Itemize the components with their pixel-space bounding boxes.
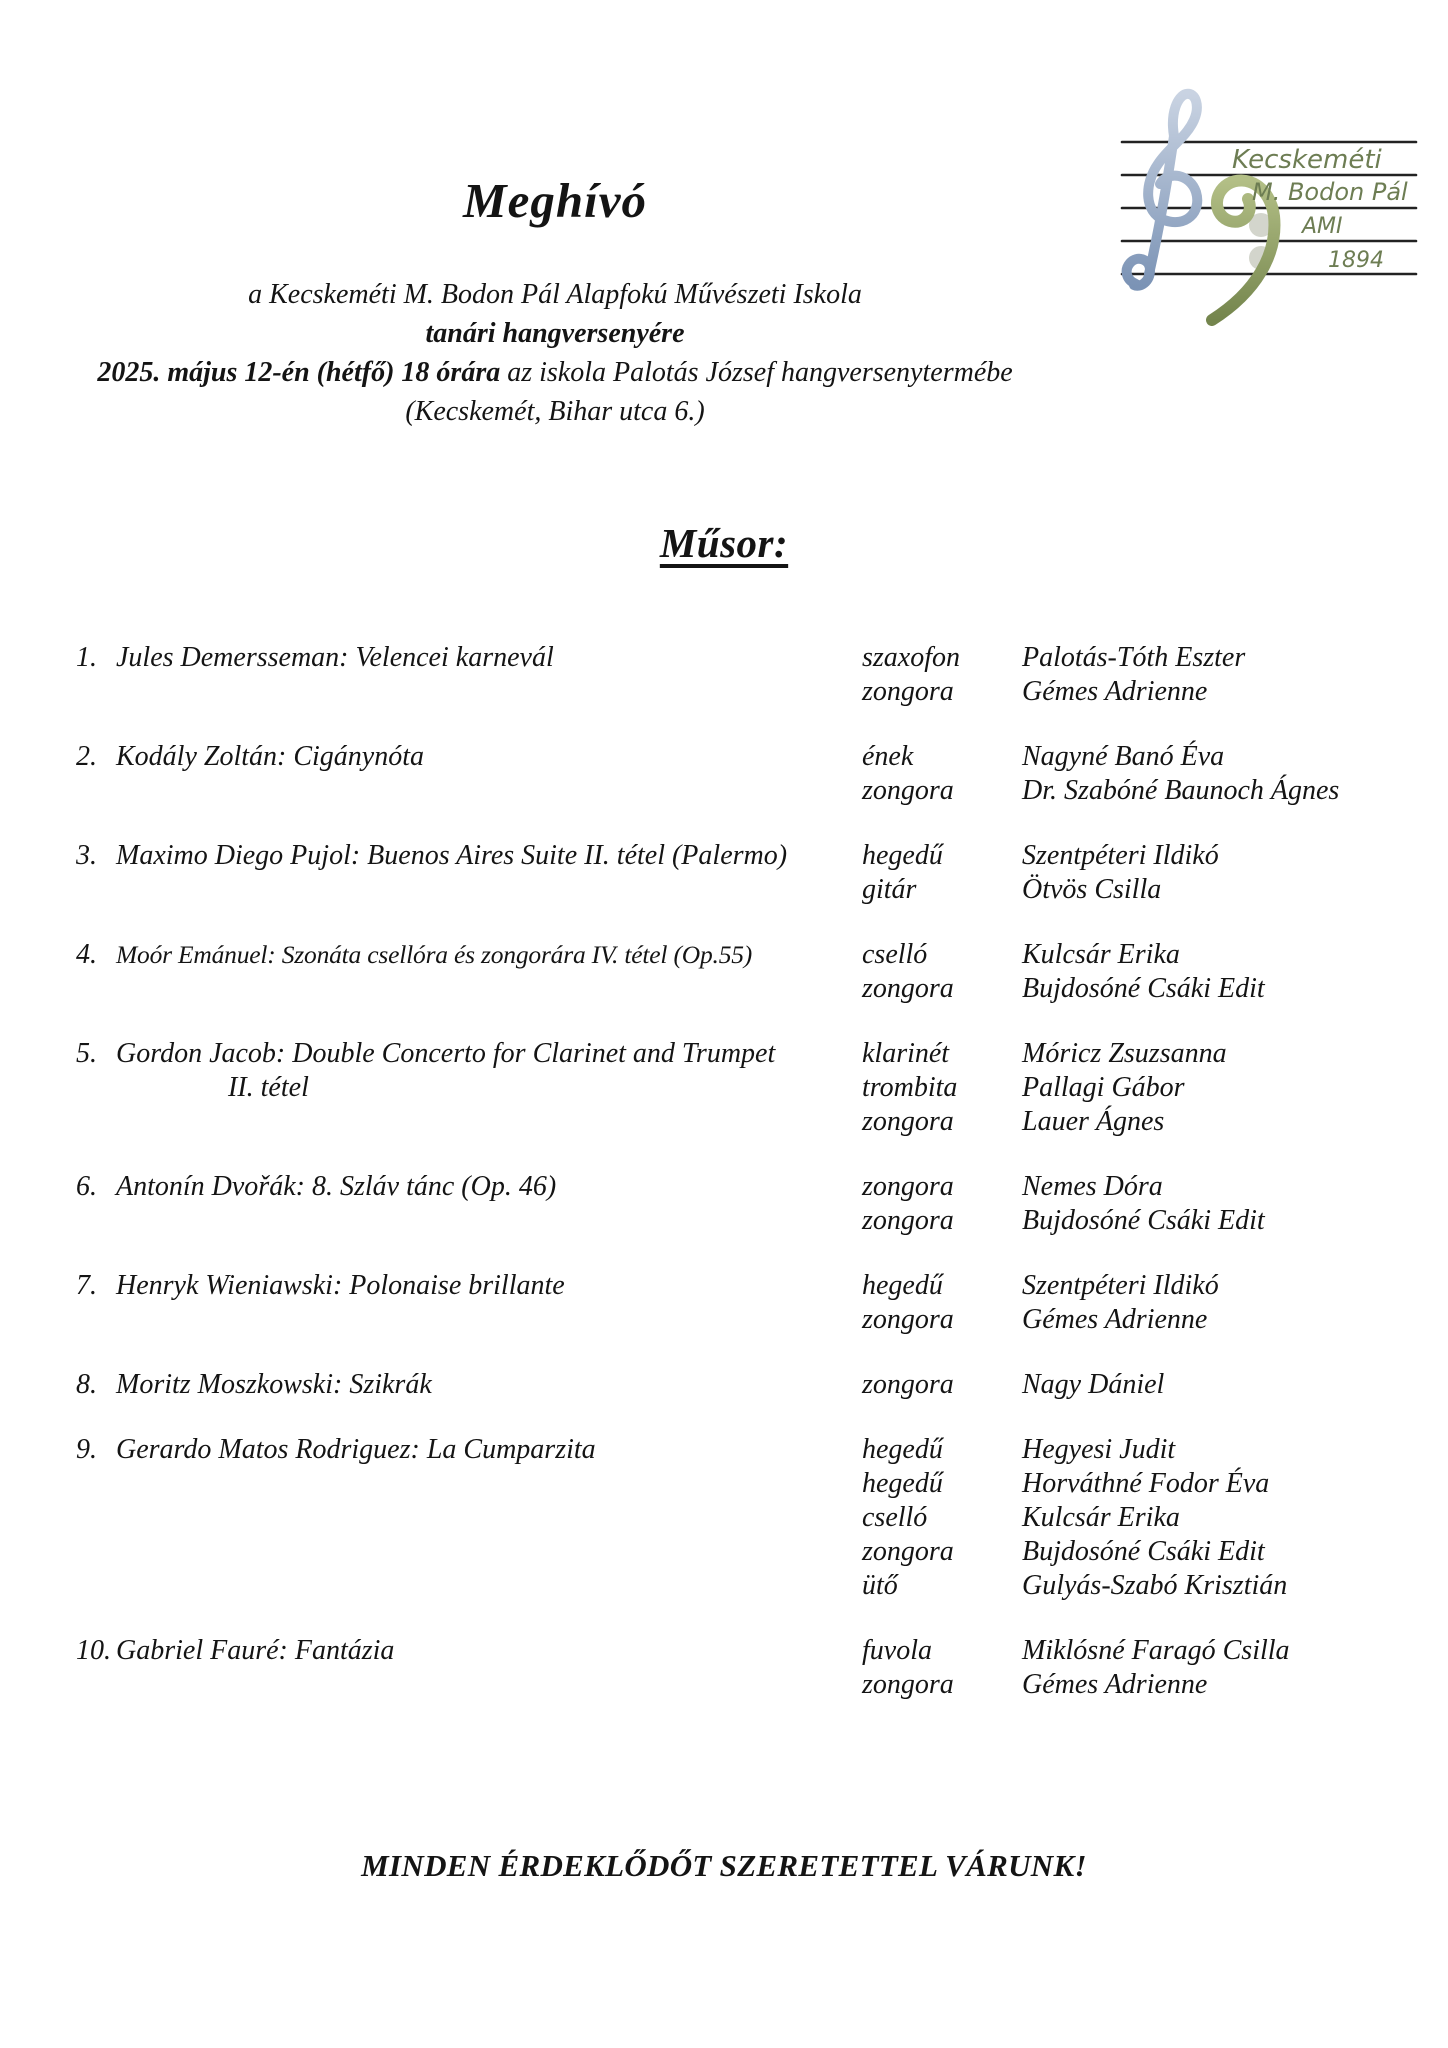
instrument: klarinét bbox=[862, 1038, 950, 1069]
performer: Pallagi Gábor bbox=[1022, 1072, 1185, 1103]
performer: Nagyné Banó Éva bbox=[1022, 741, 1225, 772]
date-rest-text: az iskola Palotás József hangversenytermébe bbox=[500, 357, 1013, 388]
piece-title bbox=[116, 1037, 862, 1105]
item-number: 1. bbox=[76, 642, 97, 673]
item-number: 2. bbox=[76, 741, 97, 772]
program-heading: Műsor: bbox=[659, 520, 789, 566]
footer-message: MINDEN ÉRDEKLŐDŐT SZERETETTEL VÁRUNK! bbox=[361, 1848, 1087, 1883]
performer: Nemes Dóra bbox=[1022, 1171, 1163, 1202]
program-item bbox=[76, 1170, 1420, 1238]
performer-row bbox=[862, 1501, 1420, 1535]
performer: Gulyás-Szabó Krisztián bbox=[1022, 1570, 1288, 1601]
instrument: trombita bbox=[862, 1072, 958, 1103]
performer-row bbox=[862, 1037, 1420, 1071]
item-number: 6. bbox=[76, 1171, 97, 1202]
performer: Dr. Szabóné Baunoch Ágnes bbox=[1022, 775, 1340, 806]
performer: Gémes Adrienne bbox=[1022, 676, 1208, 707]
piece-title: Gerardo Matos Rodriguez: La Cumparzita bbox=[116, 1434, 596, 1465]
piece-title: Henryk Wieniawski: Polonaise brillante bbox=[116, 1270, 565, 1301]
header bbox=[0, 0, 1110, 431]
performer-row bbox=[862, 675, 1420, 709]
performer: Lauer Ágnes bbox=[1022, 1106, 1165, 1137]
performer: Kulcsár Erika bbox=[1022, 939, 1180, 970]
performers bbox=[862, 1433, 1420, 1603]
performer-row bbox=[862, 1204, 1420, 1238]
performer: Palotás-Tóth Eszter bbox=[1022, 642, 1246, 673]
piece-title: Jules Demersseman: Velencei karnevál bbox=[116, 642, 554, 673]
piece-title: Moór Emánuel: Szonáta csellóra és zongorára IV. tétel (Op.55) bbox=[116, 940, 753, 969]
program-item bbox=[76, 1269, 1420, 1337]
performer-row bbox=[862, 1433, 1420, 1467]
instrument: hegedű bbox=[862, 1270, 943, 1301]
performer-row bbox=[862, 1368, 1420, 1402]
performer-row bbox=[862, 1634, 1420, 1668]
performer: Ötvös Csilla bbox=[1022, 874, 1162, 905]
performer-row bbox=[862, 1170, 1420, 1204]
item-number: 10. bbox=[76, 1635, 111, 1666]
performer-row bbox=[862, 972, 1420, 1006]
performer: Kulcsár Erika bbox=[1022, 1502, 1180, 1533]
piece-title-line2: II. tétel bbox=[228, 1072, 309, 1103]
piece-title: Maximo Diego Pujol: Buenos Aires Suite II. tétel (Palermo) bbox=[116, 840, 788, 871]
piece-title: Moritz Moszkowski: Szikrák bbox=[116, 1369, 432, 1400]
logo-text-year: 1894 bbox=[1328, 248, 1384, 273]
performer-row bbox=[862, 774, 1420, 808]
performer: Horváthné Fodor Éva bbox=[1022, 1468, 1270, 1499]
instrument: hegedű bbox=[862, 1468, 943, 1499]
instrument: fuvola bbox=[862, 1635, 932, 1666]
instrument: cselló bbox=[862, 1502, 928, 1533]
performer: Bujdosóné Csáki Edit bbox=[1022, 1536, 1265, 1567]
instrument: szaxofon bbox=[862, 642, 960, 673]
logo-text-name: M. Bodon Pál bbox=[1252, 178, 1408, 206]
piece-title: Antonín Dvořák: 8. Szláv tánc (Op. 46) bbox=[116, 1171, 557, 1202]
performer: Bujdosóné Csáki Edit bbox=[1022, 1205, 1265, 1236]
instrument: ütő bbox=[862, 1570, 898, 1601]
performer: Szentpéteri Ildikó bbox=[1022, 1270, 1219, 1301]
instrument: zongora bbox=[862, 1369, 954, 1400]
event-name-line: tanári hangversenyére bbox=[425, 318, 685, 349]
program-item bbox=[76, 1433, 1420, 1603]
performer-row bbox=[862, 641, 1420, 675]
instrument: zongora bbox=[862, 1171, 954, 1202]
performer-row bbox=[862, 1569, 1420, 1603]
performer-row bbox=[862, 740, 1420, 774]
performer-row bbox=[862, 1535, 1420, 1569]
performer-row bbox=[862, 938, 1420, 972]
program-item bbox=[76, 1037, 1420, 1139]
performer: Szentpéteri Ildikó bbox=[1022, 840, 1219, 871]
performer-row bbox=[862, 1071, 1420, 1105]
performer-row bbox=[862, 839, 1420, 873]
address-line: (Kecskemét, Bihar utca 6.) bbox=[405, 396, 705, 427]
school-name-line: a Kecskeméti M. Bodon Pál Alapfokú Művészeti Iskola bbox=[248, 279, 862, 310]
item-number: 8. bbox=[76, 1369, 97, 1400]
performer: Gémes Adrienne bbox=[1022, 1669, 1208, 1700]
event-details bbox=[0, 275, 1110, 431]
performer-row bbox=[862, 1467, 1420, 1501]
item-number: 4. bbox=[76, 939, 97, 970]
performer-row bbox=[862, 1105, 1420, 1139]
instrument: hegedű bbox=[862, 1434, 943, 1465]
date-bold-text: 2025. május 12-én (hétfő) 18 órára bbox=[97, 357, 501, 388]
treble-clef-icon bbox=[1127, 94, 1198, 286]
instrument: gitár bbox=[862, 874, 917, 905]
performer: Nagy Dániel bbox=[1022, 1369, 1165, 1400]
item-number: 3. bbox=[76, 840, 97, 871]
instrument: zongora bbox=[862, 1304, 954, 1335]
performer: Gémes Adrienne bbox=[1022, 1304, 1208, 1335]
program-item bbox=[76, 641, 1420, 709]
instrument: zongora bbox=[862, 775, 954, 806]
program-item bbox=[76, 839, 1420, 907]
performers bbox=[862, 839, 1420, 907]
performers bbox=[862, 1170, 1420, 1238]
item-number: 5. bbox=[76, 1038, 97, 1069]
performers bbox=[862, 1037, 1420, 1139]
performers bbox=[862, 740, 1420, 808]
page-title: Meghívó bbox=[463, 173, 647, 228]
piece-title-line1: Gordon Jacob: Double Concerto for Clarinet and Trumpet bbox=[116, 1038, 776, 1069]
program-item bbox=[76, 1634, 1420, 1702]
instrument: zongora bbox=[862, 1205, 954, 1236]
program-item bbox=[76, 938, 1420, 1006]
program-item bbox=[76, 740, 1420, 808]
performers bbox=[862, 1269, 1420, 1337]
performers bbox=[862, 641, 1420, 709]
instrument: zongora bbox=[862, 676, 954, 707]
logo-text-city: Kecskeméti bbox=[1232, 145, 1382, 175]
instrument: zongora bbox=[862, 1669, 954, 1700]
instrument: hegedű bbox=[862, 840, 943, 871]
instrument: cselló bbox=[862, 939, 928, 970]
item-number: 7. bbox=[76, 1270, 97, 1301]
program-heading-wrap bbox=[0, 519, 1448, 567]
item-number: 9. bbox=[76, 1434, 97, 1465]
performer-row bbox=[862, 1303, 1420, 1337]
program-list bbox=[76, 641, 1420, 1702]
performer-row bbox=[862, 873, 1420, 907]
date-line bbox=[0, 353, 1110, 392]
performers bbox=[862, 1634, 1420, 1702]
performers bbox=[862, 938, 1420, 1006]
performer-row bbox=[862, 1269, 1420, 1303]
program-item bbox=[76, 1368, 1420, 1402]
piece-title: Kodály Zoltán: Cigánynóta bbox=[116, 741, 424, 772]
school-logo bbox=[1116, 84, 1424, 326]
piece-title: Gabriel Fauré: Fantázia bbox=[116, 1635, 395, 1666]
instrument: zongora bbox=[862, 973, 954, 1004]
instrument: zongora bbox=[862, 1106, 954, 1137]
performer: Miklósné Faragó Csilla bbox=[1022, 1635, 1290, 1666]
performers bbox=[862, 1368, 1420, 1402]
performer: Hegyesi Judit bbox=[1022, 1434, 1176, 1465]
logo-text-ami: AMI bbox=[1302, 214, 1343, 239]
performer: Móricz Zsuzsanna bbox=[1022, 1038, 1227, 1069]
performer-row bbox=[862, 1668, 1420, 1702]
instrument: zongora bbox=[862, 1536, 954, 1567]
instrument: ének bbox=[862, 741, 914, 772]
performer: Bujdosóné Csáki Edit bbox=[1022, 973, 1265, 1004]
